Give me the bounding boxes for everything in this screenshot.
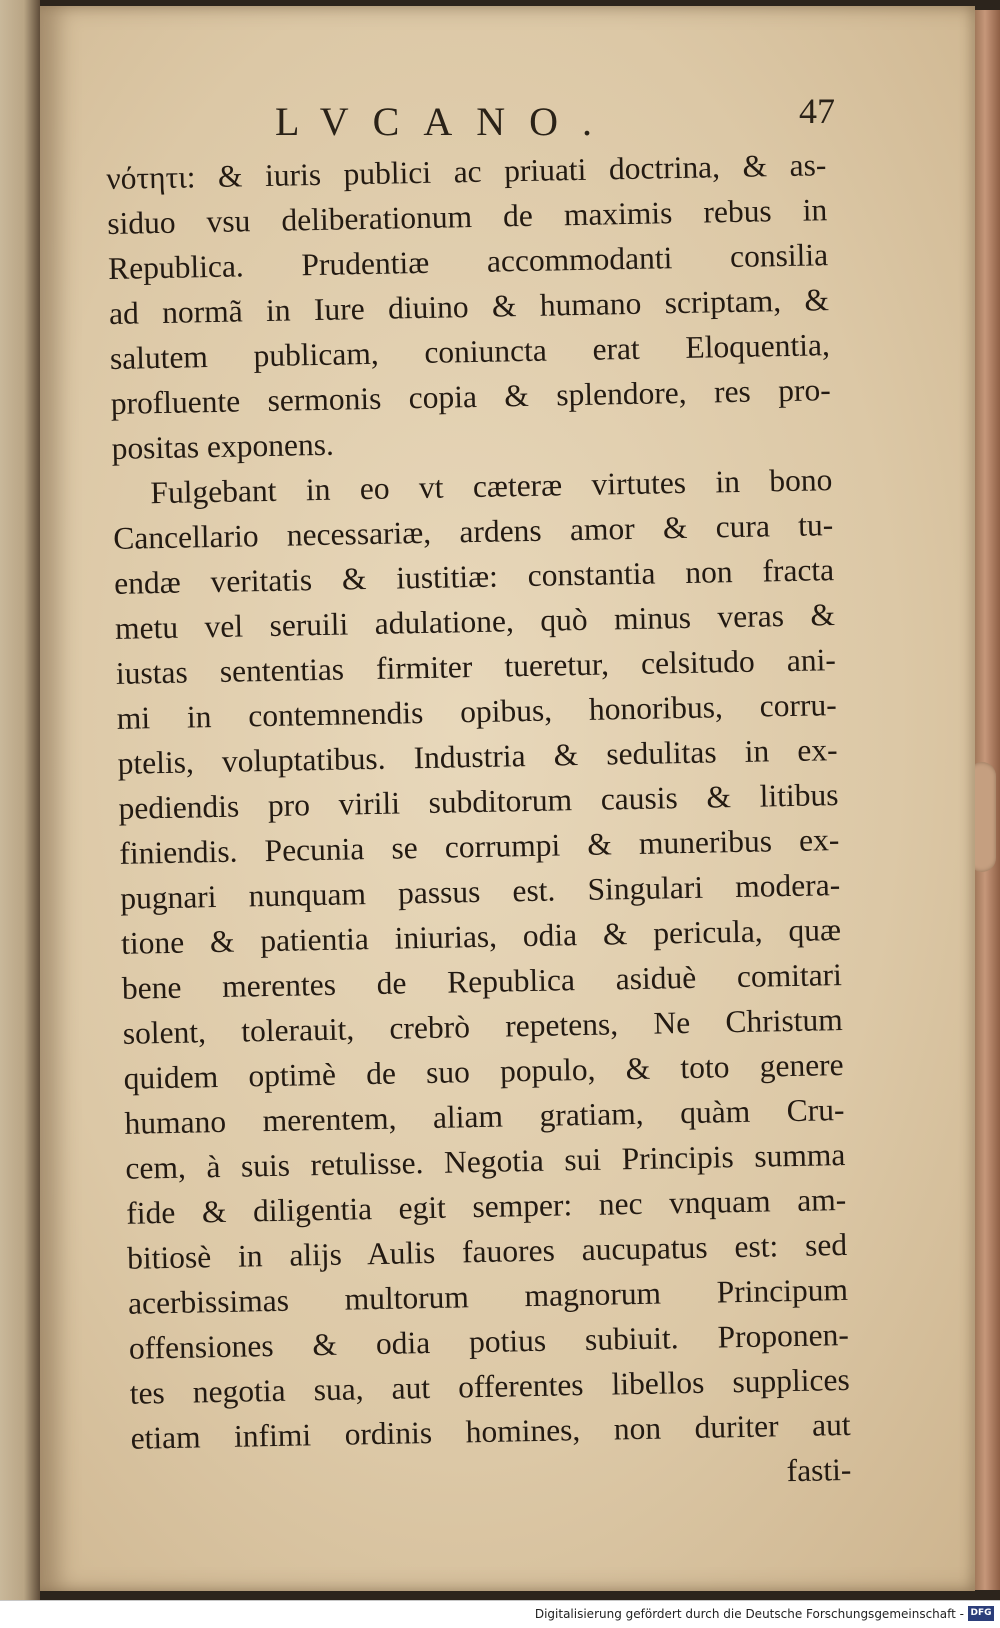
text-line: Republica. Prudentiæ accommodanti consilia xyxy=(107,237,829,286)
text-line: bitiosè in alijs Aulis fauores aucupatus est: sed xyxy=(126,1226,848,1276)
text-line: quidem optimè de suo populo, & toto genere xyxy=(123,1047,844,1096)
facing-page-edge xyxy=(0,0,40,1600)
text-line: ad normã in Iure diuino & humano scriptam, & xyxy=(108,282,830,331)
text-line: bene merentes de Republica asiduè comitari xyxy=(121,957,843,1006)
text-line: Cancellario necessariæ, ardens amor & cura tu- xyxy=(113,507,834,556)
dfg-logo: DFG xyxy=(968,1606,994,1621)
text-line: endæ veritatis & iustitiæ: constantia non fracta xyxy=(113,552,835,601)
text-line: profluente sermonis copia & splendore, res pro- xyxy=(110,372,831,421)
text-line: ptelis, voluptatibus. Industria & sedulitas in ex- xyxy=(117,732,838,781)
text-line: mi in contemnendis opibus, honoribus, corru- xyxy=(116,687,838,736)
paragraph-start-line: Fulgebant in eo vt cæteræ virtutes in bono xyxy=(150,462,833,511)
digitization-footer xyxy=(0,1600,1000,1628)
text-line: offensiones & odia potius subiuit. Proponen- xyxy=(128,1316,850,1366)
text-line: tione & patientia iniurias, odia & pericula, quæ xyxy=(120,912,842,961)
text-line: metu vel seruili adulatione, quò minus veras & xyxy=(114,597,836,646)
book-page xyxy=(40,6,975,1591)
text-line: fide & diligentia egit semper: nec vnquam am- xyxy=(125,1181,847,1231)
text-line: acerbissimas multorum magnorum Principum xyxy=(127,1271,849,1321)
text-line: pediendis pro virili subditorum causis & litibus xyxy=(118,777,839,826)
text-line: νότητι: & iuris publici ac priuati doctrina, & as- xyxy=(106,147,827,196)
text-line: cem, à suis retulisse. Negotia sui Principis summa xyxy=(125,1136,846,1186)
text-line: salutem publicam, coniuncta erat Eloquentia, xyxy=(109,327,831,376)
catchword: fasti- xyxy=(786,1451,852,1489)
text-line: pugnari nunquam passus est. Singulari modera- xyxy=(119,867,841,916)
text-line: solent, tolerauit, crebrò repetens, Ne Christum xyxy=(122,1002,844,1051)
running-head: LVCANO. xyxy=(275,99,616,144)
body-text xyxy=(106,142,852,1506)
text-line: humano merentem, aliam gratiam, quàm Cru- xyxy=(124,1092,845,1141)
text-line: finiendis. Pecunia se corrumpi & muneribus ex- xyxy=(119,822,840,871)
page-number: 47 xyxy=(799,91,835,131)
text-line: etiam infimi ordinis homines, non duriter aut xyxy=(130,1406,851,1456)
text-line: positas exponens. xyxy=(111,426,335,466)
text-line: iustas sententias firmiter tueretur, celsitudo ani- xyxy=(115,642,837,691)
text-line: tes negotia sua, aut offerentes libellos supplices xyxy=(129,1361,850,1411)
text-line: siduo vsu deliberationum de maximis rebus in xyxy=(106,192,828,241)
funding-credit: Digitalisierung gefördert durch die Deutsche Forschungsgemeinschaft - xyxy=(534,1607,964,1621)
